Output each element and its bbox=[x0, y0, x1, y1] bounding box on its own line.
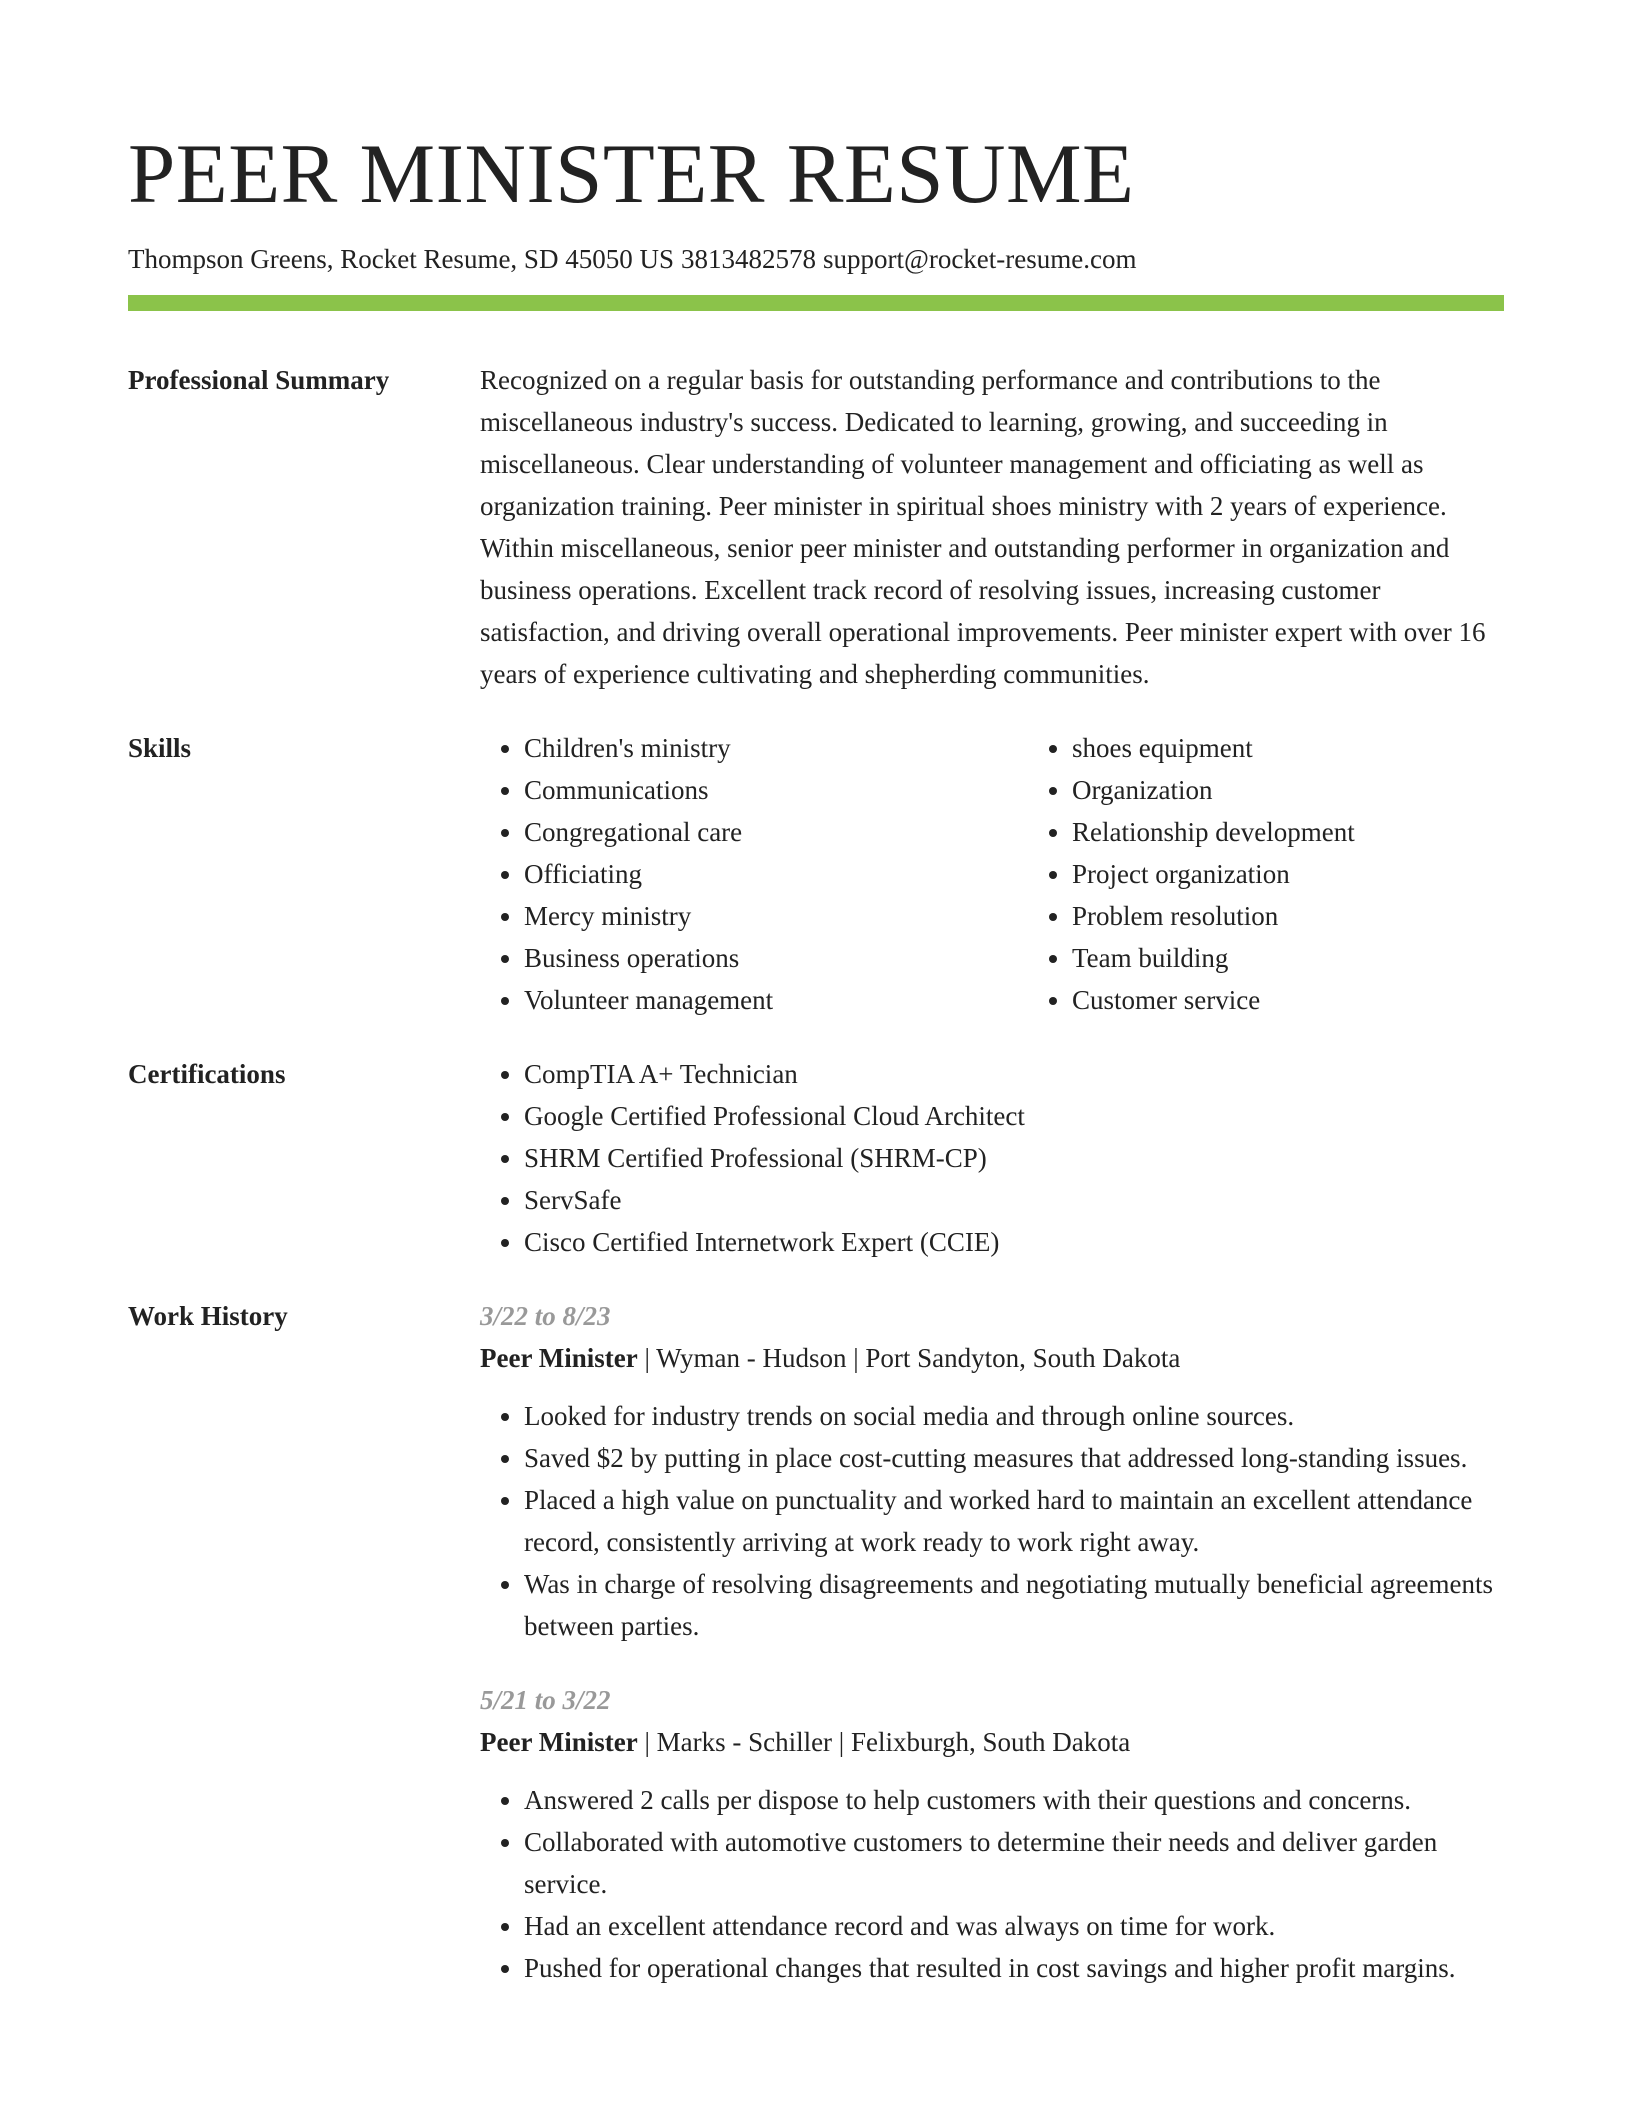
skill-item: • shoes equipment bbox=[1072, 727, 1576, 769]
skill-item: • Children's ministry bbox=[524, 727, 1028, 769]
job-title: Peer Minister bbox=[480, 1727, 638, 1758]
certification-item: • SHRM Certified Professional (SHRM-CP) bbox=[524, 1137, 1504, 1179]
skill-item: • Volunteer management bbox=[524, 979, 1028, 1021]
summary-section bbox=[128, 359, 1504, 695]
job-details: | Marks - Schiller | Felixburgh, South Dakota bbox=[637, 1727, 1131, 1758]
skills-body bbox=[480, 727, 1576, 1021]
resume-sections bbox=[128, 359, 1504, 1989]
summary-body bbox=[480, 359, 1504, 695]
job-bullet: • Had an excellent attendance record and was always on time for work. bbox=[524, 1905, 1504, 1947]
certifications-body bbox=[480, 1053, 1504, 1263]
work-history-body bbox=[480, 1295, 1504, 1989]
job-bullet: • Placed a high value on punctuality and worked hard to maintain an excellent attendance record, consistently arriving at work ready to work right away. bbox=[524, 1479, 1504, 1563]
skills-list-right bbox=[1028, 727, 1576, 1021]
skill-item: • Business operations bbox=[524, 937, 1028, 979]
skills-heading: Skills bbox=[128, 733, 192, 764]
job-bullets bbox=[480, 1395, 1504, 1647]
contact-email: support@rocket-resume.com bbox=[822, 244, 1137, 274]
skills-section bbox=[128, 727, 1504, 1021]
job-title-line bbox=[480, 1721, 1504, 1763]
job-bullet: • Collaborated with automotive customers to determine their needs and deliver garden service. bbox=[524, 1821, 1504, 1905]
job-dates: 5/21 to 3/22 bbox=[480, 1685, 611, 1716]
work-history-section bbox=[128, 1295, 1504, 1989]
certifications-list bbox=[480, 1053, 1504, 1263]
skill-item: • Relationship development bbox=[1072, 811, 1576, 853]
job-title: Peer Minister bbox=[480, 1343, 638, 1374]
skills-grid bbox=[480, 727, 1576, 1021]
job-bullet: • Saved $2 by putting in place cost-cutting measures that addressed long-standing issues. bbox=[524, 1437, 1504, 1479]
job-entry bbox=[480, 1295, 1504, 1647]
certification-item: • Google Certified Professional Cloud Architect bbox=[524, 1095, 1504, 1137]
job-entry bbox=[480, 1679, 1504, 1989]
job-bullet: • Was in charge of resolving disagreements and negotiating mutually beneficial agreements between parties. bbox=[524, 1563, 1504, 1647]
certifications-heading: Certifications bbox=[128, 1059, 286, 1090]
skill-item: • Congregational care bbox=[524, 811, 1028, 853]
resume-title: PEER MINISTER RESUME bbox=[128, 127, 1135, 221]
summary-text: Recognized on a regular basis for outstanding performance and contributions to the miscellaneous industry's success. Dedicated to learning, growing, and succeeding in miscellaneous. Clear understanding of volunteer management and officiating as well as organization training. Peer minister in spiritual shoes ministry with 2 years of experience. Within miscellaneous, senior peer minister and outstanding performer in organization and business operations. Excellent track record of resolving issues, increasing customer satisfaction, and driving overall operational improvements. Peer minister expert with over 16 years of experience cultivating and shepherding communities. bbox=[480, 365, 1486, 690]
skill-item: • Problem resolution bbox=[1072, 895, 1576, 937]
work-history-heading: Work History bbox=[128, 1301, 288, 1332]
certification-item: • Cisco Certified Internetwork Expert (CCIE) bbox=[524, 1221, 1504, 1263]
job-bullet: • Looked for industry trends on social media and through online sources. bbox=[524, 1395, 1504, 1437]
job-dates: 3/22 to 8/23 bbox=[480, 1301, 611, 1332]
contact-line bbox=[128, 243, 1504, 275]
header-accent-rule bbox=[128, 295, 1504, 311]
skill-item: • Mercy ministry bbox=[524, 895, 1028, 937]
job-bullets bbox=[480, 1779, 1504, 1989]
contact-address: Thompson Greens, Rocket Resume, SD 45050 US bbox=[128, 244, 674, 274]
certification-item: • ServSafe bbox=[524, 1179, 1504, 1221]
certification-item: • CompTIA A+ Technician bbox=[524, 1053, 1504, 1095]
skill-item: • Communications bbox=[524, 769, 1028, 811]
skill-item: • Officiating bbox=[524, 853, 1028, 895]
skill-item: • Customer service bbox=[1072, 979, 1576, 1021]
skill-item: • Team building bbox=[1072, 937, 1576, 979]
skill-item: • Organization bbox=[1072, 769, 1576, 811]
contact-phone: 3813482578 bbox=[680, 244, 816, 274]
job-details: | Wyman - Hudson | Port Sandyton, South Dakota bbox=[637, 1343, 1181, 1374]
certifications-section bbox=[128, 1053, 1504, 1263]
summary-heading: Professional Summary bbox=[128, 365, 390, 396]
skill-item: • Project organization bbox=[1072, 853, 1576, 895]
job-bullet: • Pushed for operational changes that resulted in cost savings and higher profit margins. bbox=[524, 1947, 1504, 1989]
job-title-line bbox=[480, 1337, 1504, 1379]
job-bullet: • Answered 2 calls per dispose to help customers with their questions and concerns. bbox=[524, 1779, 1504, 1821]
skills-list-left bbox=[480, 727, 1028, 1021]
